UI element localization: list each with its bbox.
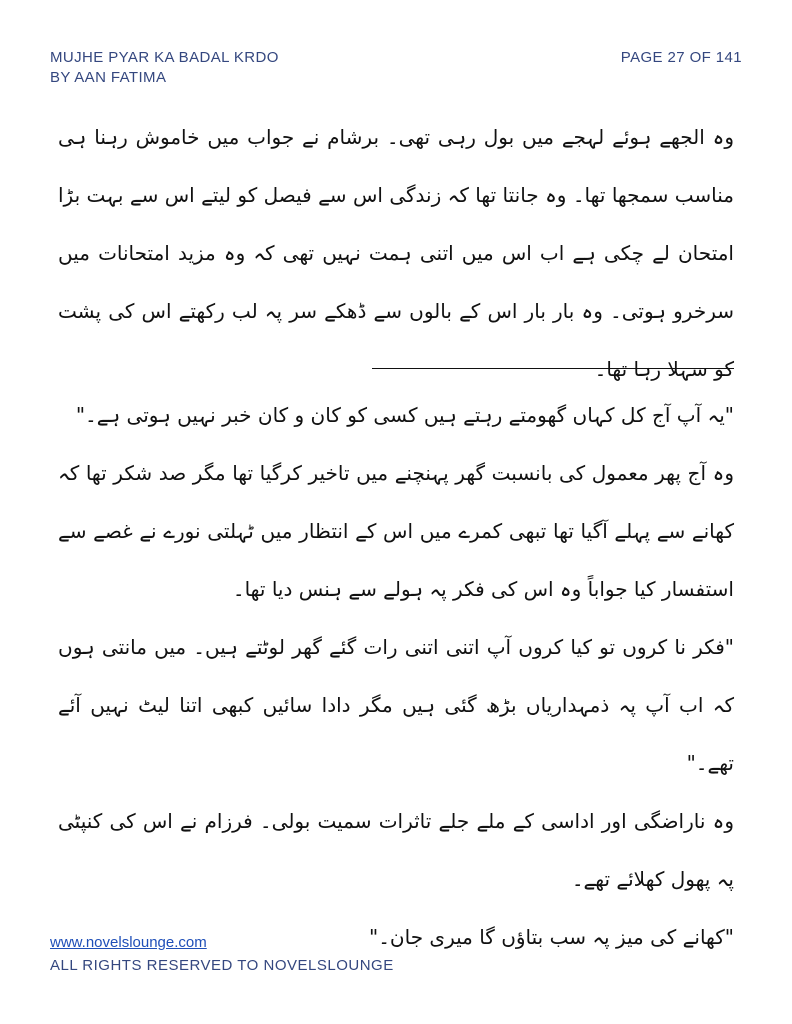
website-link[interactable]: www.novelslounge.com bbox=[50, 934, 207, 951]
novel-title: MUJHE PYAR KA BADAL KRDO bbox=[50, 49, 279, 66]
novel-author: BY AAN FATIMA bbox=[50, 69, 167, 86]
paragraph-1: وہ الجھے ہوئے لہجے میں بول رہی تھی۔ برشام نے جواب میں خاموش رہنا ہی مناسب سمجھا تھا۔ وہ جانتا تھا کہ زندگی اس سے فیصل کو لیتے اس سے بہت بڑا امتحان لے چکی ہے اب اس میں اتنی ہمت نہیں تھی کہ وہ مزید امتحانات میں سرخرو ہوتی۔ وہ بار بار اس کے بالوں سے ڈھکے سر پہ لب رکھتے اس کی پشت کو سہلا رہا تھا۔ bbox=[58, 125, 734, 381]
section-divider bbox=[372, 368, 734, 369]
dialogue-section bbox=[58, 386, 734, 966]
paragraph-4: "فکر نا کروں تو کیا کروں آپ اتنی اتنی رات گئے گھر لوٹتے ہیں۔ میں مانتی ہوں کہ اب آپ پہ ذمہداریاں بڑھ گئی ہیں مگر دادا سائیں کبھی اتنا لیٹ نہیں آئے تھے۔" bbox=[58, 635, 734, 775]
paragraph-3: وہ آج پھر معمول کی بانسبت گھر پہنچنے میں تاخیر کرگیا تھا مگر صد شکر تھا کہ کھانے سے پہلے آگیا تھا تبھی کمرے میں اس کے انتظار میں ٹہلتی نورے نے غصے سے استفسار کیا جواباً وہ اس کی فکر پہ ہولے سے ہنس دیا تھا۔ bbox=[58, 461, 734, 601]
paragraph-5: وہ ناراضگی اور اداسی کے ملے جلے تاثرات سمیت بولی۔ فرزام نے اس کی کنپٹی پہ پھول کھلائے تھے۔ bbox=[58, 809, 734, 891]
paragraph-6: "کھانے کی میز پہ سب بتاؤں گا میری جان۔" bbox=[369, 925, 734, 949]
document-header-left bbox=[50, 48, 279, 88]
rights-notice: ALL RIGHTS RESERVED TO NOVELSLOUNGE bbox=[50, 957, 394, 974]
paragraph-2: "یہ آپ آج کل کہاں گھومتے رہتے ہیں کسی کو کان و کان خبر نہیں ہوتی ہے۔" bbox=[75, 403, 734, 427]
page-number: PAGE 27 OF 141 bbox=[620, 49, 742, 66]
